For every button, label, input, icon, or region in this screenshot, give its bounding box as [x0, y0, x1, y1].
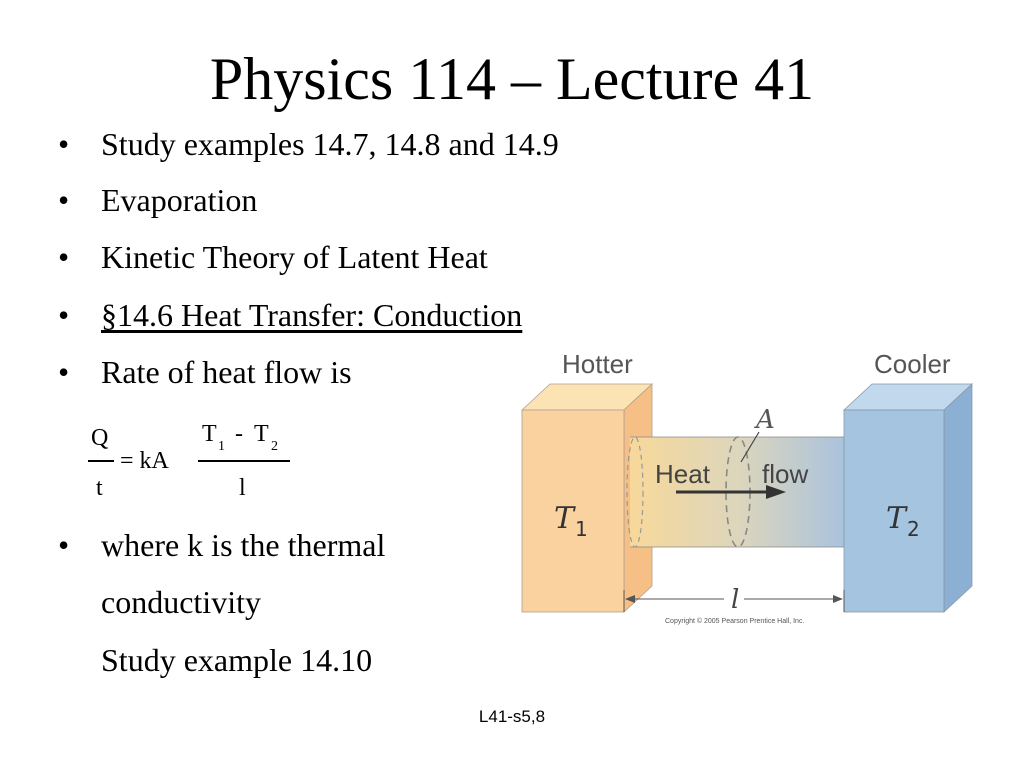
bullet-marker: •	[58, 239, 70, 275]
formula-l: l	[239, 475, 246, 501]
length-label: l	[731, 585, 740, 615]
formula-right-fraction-bar	[198, 460, 290, 462]
t2-label: T	[886, 501, 907, 536]
formula-t: t	[96, 475, 103, 501]
formula-t2-subscript: 2	[271, 439, 278, 454]
bullet-text: §14.6 Heat Transfer: Conduction	[101, 297, 523, 333]
formula-left-fraction-bar	[88, 460, 114, 462]
continuation-conductivity: conductivity	[101, 584, 261, 620]
bullet-marker: •	[58, 297, 70, 333]
continuation-study-example: Study example 14.10	[101, 642, 373, 678]
formula-t1-subscript: 1	[218, 439, 225, 454]
slide-title: Physics 114 – Lecture 41	[209, 46, 815, 112]
area-label: A	[756, 405, 775, 435]
cold-block-side-face	[944, 384, 972, 612]
t1-subscript: 1	[575, 517, 588, 541]
formula-equals-ka: = kA	[120, 448, 169, 474]
formula-t2: T	[254, 421, 269, 447]
length-arrow-right	[833, 595, 843, 603]
copyright-notice: Copyright © 2005 Pearson Prentice Hall, Inc.	[665, 618, 805, 625]
cooler-label: Cooler	[874, 349, 951, 379]
bullet-text: Study examples 14.7, 14.8 and 14.9	[101, 126, 559, 162]
bullet-marker: •	[58, 527, 70, 563]
bullet-text: where k is the thermal	[101, 527, 386, 563]
heat-label: Heat	[655, 459, 710, 489]
formula-minus: -	[235, 421, 243, 447]
slide-footer: L41-s5,8	[478, 707, 546, 726]
bullet-text: Kinetic Theory of Latent Heat	[101, 239, 488, 275]
t1-label: T	[554, 501, 575, 536]
flow-label: flow	[762, 459, 809, 489]
bullet-marker: •	[58, 182, 70, 218]
bullet-text: Evaporation	[101, 182, 258, 218]
hotter-label: Hotter	[562, 349, 633, 379]
bullet-text: Rate of heat flow is	[101, 354, 352, 390]
t2-subscript: 2	[907, 517, 920, 541]
formula-q: Q	[91, 425, 109, 451]
bullet-marker: •	[58, 126, 70, 162]
formula-t1: T	[202, 421, 217, 447]
heat-conduction-figure	[512, 340, 982, 630]
bullet-marker: •	[58, 354, 70, 390]
heat-flow-formula	[84, 416, 304, 508]
